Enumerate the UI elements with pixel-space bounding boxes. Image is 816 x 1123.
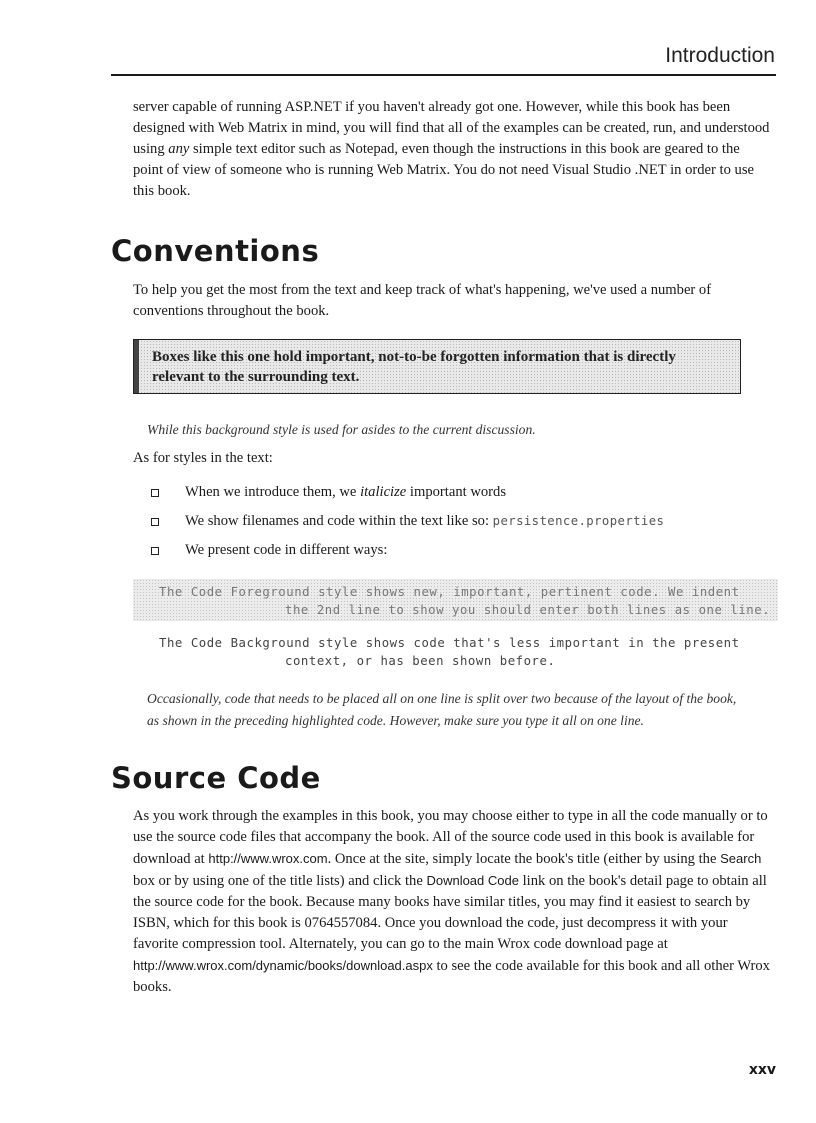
code-split-note: Occasionally, code that needs to be placed all on one line is split over two because of the layout of the book, as shown in the preceding highlighted code. However, make sure you type it all on one line. <box>147 691 737 728</box>
running-header-title: Introduction <box>665 44 775 67</box>
source-text-3: box or by using one of the title lists) and click the <box>133 873 427 889</box>
bullet-item-italicize <box>151 484 771 513</box>
bullet-item-code-ways <box>151 542 771 571</box>
important-note-box <box>133 339 741 394</box>
bullet-3-text: We present code in different ways: <box>185 542 388 558</box>
conventions-lead: To help you get the most from the text and keep track of what's happening, we've used a number of conventions throughout the book. <box>133 282 712 319</box>
code-foreground-line-2: the 2nd line to show you should enter both lines as one line. <box>285 603 771 617</box>
source-code-heading: Source Code <box>111 761 321 795</box>
bullet-1-text-end: important words <box>406 484 506 500</box>
code-background-line-2: context, or has been shown before. <box>285 654 556 668</box>
download-code-label: Download Code <box>426 873 519 888</box>
aside-text: While this background style is used for asides to the current discussion. <box>147 422 536 437</box>
inline-code-filename: persistence.properties <box>492 514 665 528</box>
source-text-4: link on the book's detail page to obtain all the source code for the book. Because many books have similar titles, you may find it easiest to search by ISBN, which for this book is 0764557084. Once you download the code, just decompress it with your favorite compression tool. Alternately, you can go to the main Wrox code download page at <box>133 873 767 952</box>
code-foreground-line-1: The Code Foreground style shows new, important, pertinent code. We indent <box>159 585 740 599</box>
source-text-5: to see the code available for this book and all other Wrox books. <box>133 958 770 995</box>
intro-paragraph <box>133 97 773 202</box>
styles-bullet-list <box>151 484 771 571</box>
download-page-url-link[interactable]: http://www.wrox.com/dynamic/books/download.aspx <box>133 958 433 973</box>
source-text-2: . Once at the site, simply locate the book's title (either by using the <box>327 851 721 867</box>
page-number: xxv <box>748 1062 776 1078</box>
checkbox-bullet-icon <box>151 518 159 526</box>
source-code-paragraph <box>133 806 773 998</box>
header-rule <box>111 74 776 76</box>
search-box-label: Search <box>720 851 762 866</box>
important-note-text: Boxes like this one hold important, not-to-be forgotten information that is directly relevant to the surrounding text. <box>152 349 676 385</box>
bullet-1-emphasis: italicize <box>360 484 407 500</box>
wrox-url-link[interactable]: http://www.wrox.com <box>208 851 328 866</box>
intro-emphasis: any <box>168 141 190 157</box>
conventions-heading: Conventions <box>111 234 320 268</box>
bullet-2-text: We show filenames and code within the text like so: <box>185 513 493 529</box>
bullet-item-filenames <box>151 513 771 542</box>
bullet-1-text: When we introduce them, we <box>185 484 361 500</box>
intro-text-1: server capable of running ASP.NET if you haven't already got one. However, while this book has been designed with Web Matrix in mind, you will find that all of the examples can be created, run, and understood using <box>133 99 770 157</box>
checkbox-bullet-icon <box>151 547 159 555</box>
source-text-1: As you work through the examples in this book, you may choose either to type in all the code manually or to use the source code files that accompany the book. All of the source code used in this book is available for download at <box>133 808 768 867</box>
styles-intro: As for styles in the text: <box>133 450 273 466</box>
code-background-line-1: The Code Background style shows code that's less important in the present <box>159 636 740 650</box>
intro-text-2: simple text editor such as Notepad, even though the instructions in this book are geared to the point of view of someone who is running Web Matrix. You do not need Visual Studio .NET in order to use this book. <box>133 141 754 199</box>
code-foreground-sample <box>133 579 778 621</box>
checkbox-bullet-icon <box>151 489 159 497</box>
